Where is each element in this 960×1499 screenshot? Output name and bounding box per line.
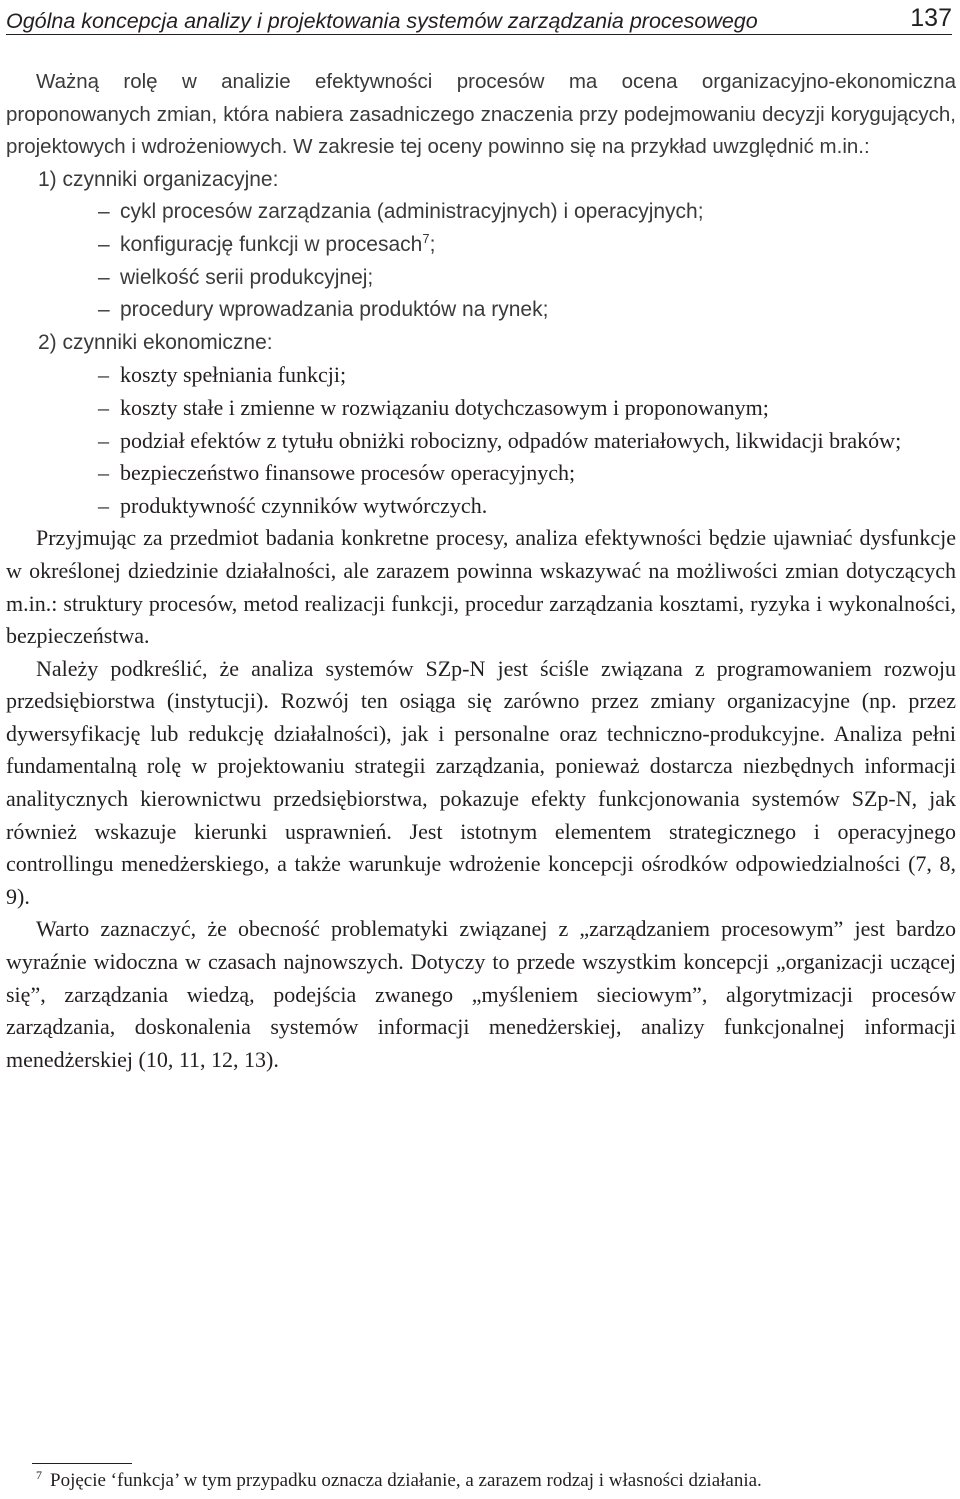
page-header bbox=[6, 4, 952, 35]
dash-bullet: – bbox=[98, 265, 110, 289]
list-item: – procedury wprowadzania produktów na rynek; bbox=[98, 294, 956, 327]
list-item: – konfigurację funkcji w procesach$^7$; bbox=[98, 229, 956, 262]
footnote-divider bbox=[32, 1463, 132, 1464]
dash-bullet: – bbox=[98, 298, 110, 322]
dash-bullet: – bbox=[98, 492, 109, 518]
footnote bbox=[36, 1467, 762, 1492]
dash-bullet: – bbox=[98, 427, 109, 453]
footnote-reference: 7 bbox=[422, 230, 430, 246]
dash-bullet: – bbox=[98, 362, 109, 388]
list-item: – cykl procesów zarządzania (administracyjnych) i operacyjnych; bbox=[98, 196, 956, 229]
page-number: 137 bbox=[910, 4, 952, 32]
list-item: – bezpieczeństwo finansowe procesów operacyjnych; bbox=[98, 457, 956, 490]
list-item: – produktywność czynników wytwórczych. bbox=[98, 490, 956, 523]
list-item: – koszty stałe i zmienne w rozwiązaniu dotychczasowym i proponowanym; bbox=[98, 392, 956, 425]
running-title: Ogólna koncepcja analizy i projektowania systemów zarządzania procesowego bbox=[6, 9, 758, 33]
list-item: – podział efektów z tytułu obniżki robocizny, odpadów materiałowych, likwidacji braków; bbox=[98, 425, 956, 458]
body-paragraph: Warto zaznaczyć, że obecność problematyki związanej z „zarządzaniem procesowym” jest bardzo wyraźnie widoczna w czasach najnowszych. Dotyczy to przede wszystkim koncepcji „organizacji uczącej się”, zarządzania wiedzą, podejścia zwanego „myśleniem sieciowym”, algorytmizacji procesów zarządzania, doskonalenia systemów informacji menedżerskiej, analizy funkcjonalnej informacji menedżerskiej (10, 11, 12, 13). bbox=[6, 916, 956, 1072]
economic-factors-list bbox=[6, 327, 956, 523]
dash-bullet: – bbox=[98, 460, 109, 486]
body-paragraph: Przyjmując za przedmiot badania konkretne procesy, analiza efektywności będzie ujawniać dysfunkcje w określonej dziedzinie działalności, ale zarazem powinna wskazywać na możliwości zmian dotyczących m.in.: struktury procesów, metod realizacji funkcji, procedur zarządzania kosztami, ryzyka i wykonalności, bezpieczeństwa. bbox=[6, 525, 956, 649]
footnote-text: Pojęcie ‘funkcja’ w tym przypadku oznacza działanie, a zarazem rodzaj i własności działania. bbox=[50, 1470, 762, 1491]
body-paragraph: Należy podkreślić, że analiza systemów SZp-N jest ściśle związana z programowaniem rozwoju przedsiębiorstwa (instytucji). Rozwój ten osiąga się zarówno przez zmiany organizacyjne (np. przez dywersyfikację lub redukcję działalności), jak i personalne oraz techniczno-produkcyjne. Analiza pełni fundamentalną rolę w projektowaniu strategii zarządzania, ponieważ dostarcza niezbędnych informacji analitycznych kierownictwu przedsiębiorstwa, pokazuje efekty funkcjonowania systemów SZp-N, jak również wskazuje kierunki usprawnień. Jest istotnym elementem strategicznego i operacyjnego controllingu menedżerskiego, a także warunkuje wdrożenie koncepcji ośrodków odpowiedzialności (7, 8, 9). bbox=[6, 655, 956, 909]
list-group-title: 2) czynniki ekonomiczne: bbox=[38, 330, 273, 354]
list-item: – wielkość serii produkcyjnej; bbox=[98, 262, 956, 295]
dash-bullet: – bbox=[98, 200, 110, 224]
intro-section bbox=[6, 66, 956, 522]
dash-bullet: – bbox=[98, 394, 109, 420]
page-content bbox=[6, 66, 956, 1076]
list-group-title: 1) czynniki organizacyjne: bbox=[38, 167, 279, 191]
list-item: – koszty spełniania funkcji; bbox=[98, 359, 956, 392]
footnote-number: 7 bbox=[36, 1467, 42, 1482]
dash-bullet: – bbox=[98, 232, 110, 256]
organizational-factors-list bbox=[6, 164, 956, 327]
intro-paragraph: Ważną rolę w analizie efektywności procesów ma ocena organizacyjno-ekonomiczna proponowanych zmian, która nabiera zasadniczego znaczenia przy podejmowaniu decyzji korygujących, projektowych i wdrożeniowych. W zakresie tej oceny powinno się na przykład uwzględnić m.in.: bbox=[6, 70, 956, 159]
